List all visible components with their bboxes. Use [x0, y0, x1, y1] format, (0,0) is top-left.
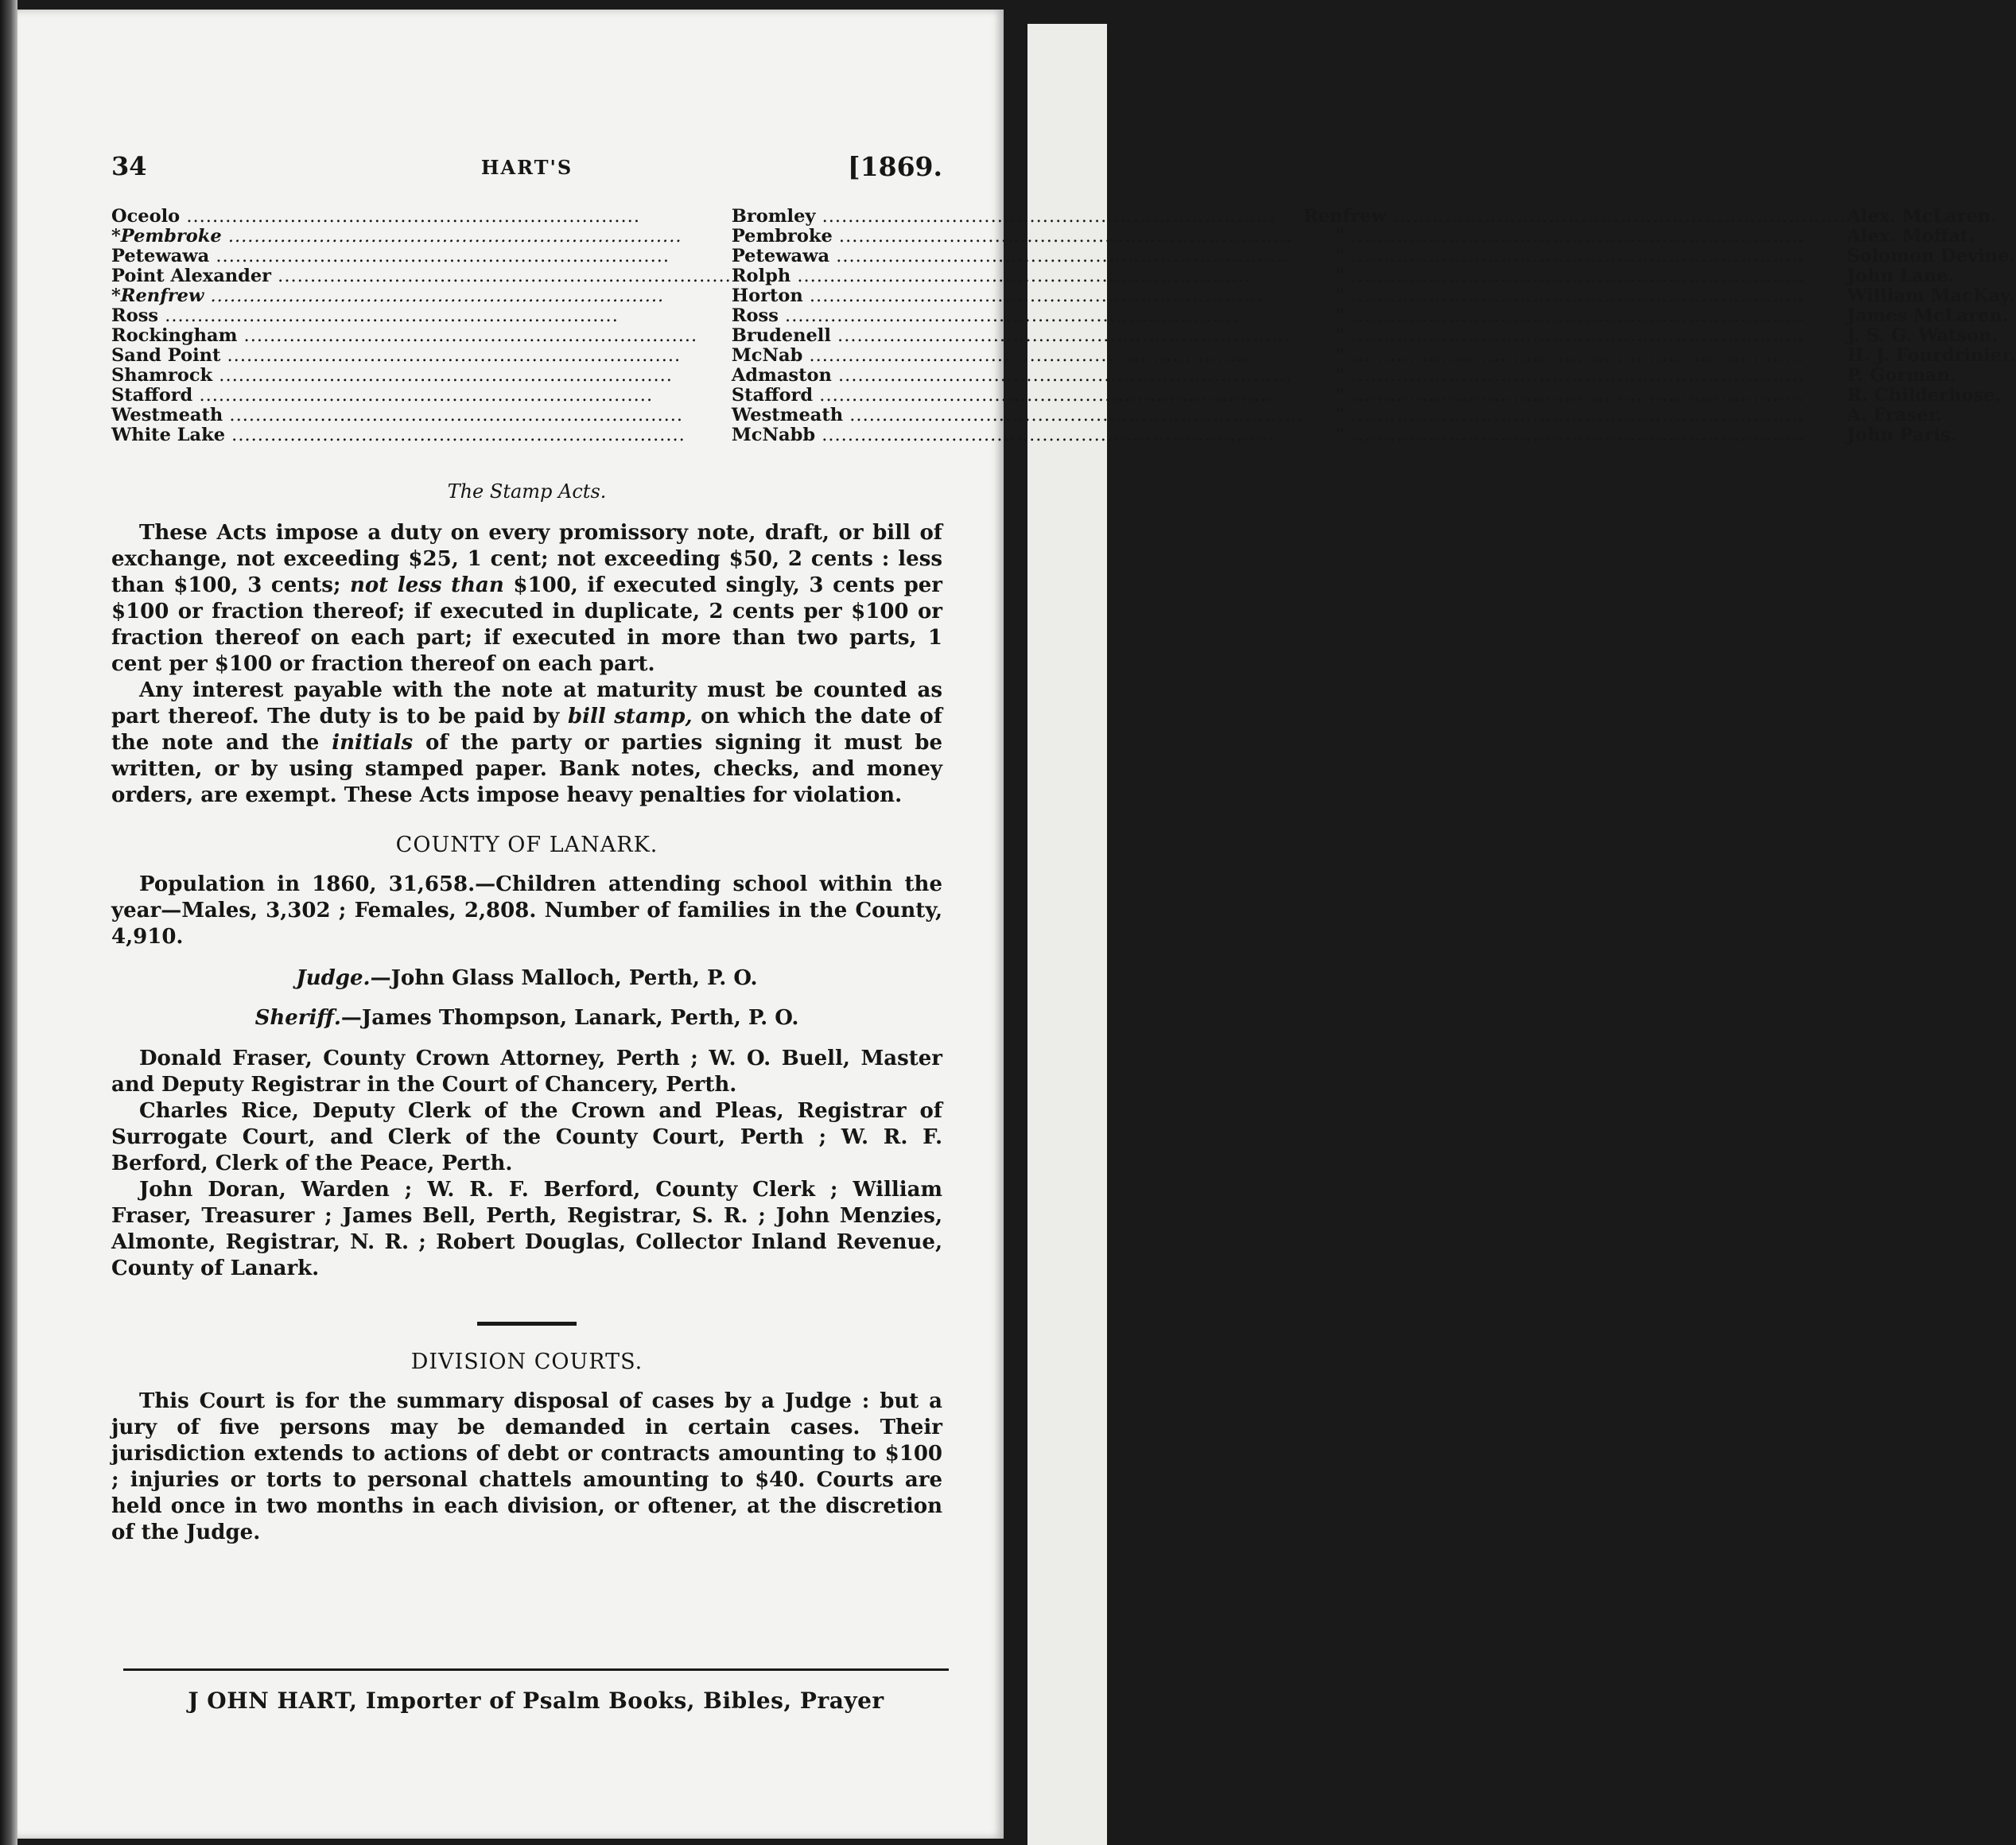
officer-row	[111, 247, 2016, 266]
locality-name: Petewawa .....	[111, 247, 732, 266]
locality-name: White Lake .....	[111, 425, 732, 445]
county-name: " .....	[1303, 266, 1847, 286]
officer-name: James McLaren.	[1847, 305, 2009, 326]
township-name: Bromley .....	[732, 207, 1303, 227]
township-name: Westmeath .....	[732, 406, 1303, 425]
township-name: Admaston .....	[732, 366, 1303, 386]
locality-name: Sand Point .....	[111, 346, 732, 366]
section-divider	[477, 1322, 577, 1326]
page-content	[111, 151, 2016, 1546]
county-name: Renfrew .....	[1303, 207, 1847, 227]
locality-name: Stafford .....	[111, 386, 732, 406]
township-name: Brudenell .....	[732, 326, 1303, 346]
locality-name: *Renfrew .....	[111, 286, 732, 306]
officer-row	[111, 266, 2016, 286]
footer-advert: J OHN HART, Importer of Psalm Books, Bibles, Prayer	[188, 1688, 884, 1714]
officer-name: P. Gorman.	[1847, 365, 1956, 386]
lanark-population: Population in 1860, 31,658.—Children attending school within the year—Males, 3,302 ; Females, 2,808. Number of families in the County, 4,910.	[111, 872, 942, 949]
locality-name: Point Alexander .....	[111, 266, 732, 286]
lanark-title: COUNTY OF LANARK.	[395, 833, 658, 857]
officer-name: Alex. McLaren.	[1847, 206, 1998, 227]
page-header	[111, 151, 942, 192]
locality-name: Oceolo .....	[111, 207, 732, 227]
officer-name: John Paris.	[1847, 425, 1957, 445]
officer-row	[111, 386, 2016, 406]
locality-name: *Pembroke .....	[111, 227, 732, 247]
county-name: " .....	[1303, 425, 1847, 445]
officer-row	[111, 346, 2016, 366]
officer-row	[111, 406, 2016, 425]
township-name: Horton .....	[732, 286, 1303, 306]
officer-row	[111, 286, 2016, 306]
officer-row	[111, 425, 2016, 445]
county-name: " .....	[1303, 406, 1847, 425]
locality-name: Rockingham .....	[111, 326, 732, 346]
officers-table	[111, 207, 2016, 445]
division-courts-text: This Court is for the summary disposal of cases by a Judge : but a jury of five persons may be demanded in certain cases. Their jurisdiction extends to actions of debt or contracts amounting to $100 ; injuries or torts to personal chattels amounting to $40. Courts are held once in two months in each division, or oftener, at the discretion of the Judge.	[111, 1389, 942, 1544]
lanark-paragraph-2: Charles Rice, Deputy Clerk of the Crown and Pleas, Registrar of Surrogate Court, and Clerk of the County Court, Perth ; W. R. F. Berford, Clerk of the Peace, Perth.	[111, 1099, 942, 1175]
judge-line: Judge.—John Glass Malloch, Perth, P. O.	[296, 966, 758, 990]
county-name: " .....	[1303, 326, 1847, 346]
township-name: McNab .....	[732, 346, 1303, 366]
township-name: Rolph .....	[732, 266, 1303, 286]
locality-name: Shamrock .....	[111, 366, 732, 386]
officer-row	[111, 306, 2016, 326]
township-name: Petewawa .....	[732, 247, 1303, 266]
page-number: 34	[111, 151, 147, 181]
officer-name: Alex. Moffat.	[1847, 226, 1975, 247]
division-courts-title: DIVISION COURTS.	[410, 1350, 643, 1374]
county-name: " .....	[1303, 366, 1847, 386]
year-label: [1869.	[848, 151, 942, 182]
officer-row	[111, 366, 2016, 386]
stamp-acts-paragraph-2: Any interest payable with the note at maturity must be counted as part thereof. The duty is to be paid by bill stamp, on which the date of the note and the initials of the party or parties signing it must be written, or by using stamped paper. Bank notes, checks, and money orders, are exempt. These Acts impose heavy penalties for violation.	[111, 678, 942, 807]
township-name: Ross .....	[732, 306, 1303, 326]
lanark-paragraph-3: John Doran, Warden ; W. R. F. Berford, County Clerk ; William Fraser, Treasurer ; James Bell, Perth, Registrar, S. R. ; John Menzies, Almonte, Registrar, N. R. ; Robert Douglas, Collector Inland Revenue, County of Lanark.	[111, 1178, 942, 1280]
officer-name: A. Fraser.	[1847, 405, 1943, 425]
officer-name: William MacKay.	[1847, 285, 2015, 306]
running-title: HART'S	[480, 156, 573, 179]
stamp-acts-paragraph-1: These Acts impose a duty on every promissory note, draft, or bill of exchange, not exceeding $25, 1 cent; not exceeding $50, 2 cents : less than $100, 3 cents; not less than $100, if executed singly, 3 cents per $100 or fraction thereof; if executed in duplicate, 2 cents per $100 or fraction thereof on each part; if executed in more than two parts, 1 cent per $100 or fraction thereof on each part.	[111, 521, 942, 676]
officer-row	[111, 207, 2016, 227]
stamp-acts-title: The Stamp Acts.	[447, 480, 607, 503]
officer-name: J. S. G. Watson.	[1847, 325, 1999, 346]
officer-name: Solomon Devine.	[1847, 246, 2016, 266]
officer-name: H. J. Fourdrinier.	[1847, 345, 2016, 366]
lanark-paragraph-1: Donald Fraser, County Crown Attorney, Perth ; W. O. Buell, Master and Deputy Registrar in the Court of Chancery, Perth.	[111, 1047, 942, 1097]
sheriff-line: Sheriff.—James Thompson, Lanark, Perth, P. O.	[254, 1006, 799, 1030]
binding-edge	[0, 0, 17, 1845]
county-name: " .....	[1303, 306, 1847, 326]
county-name: " .....	[1303, 386, 1847, 406]
locality-name: Westmeath .....	[111, 406, 732, 425]
officer-name: R. Childerhose.	[1847, 385, 2002, 406]
county-name: " .....	[1303, 346, 1847, 366]
township-name: McNabb .....	[732, 425, 1303, 445]
township-name: Stafford .....	[732, 386, 1303, 406]
officer-name: John Lane.	[1847, 266, 1955, 286]
officer-row	[111, 326, 2016, 346]
county-name: " .....	[1303, 227, 1847, 247]
locality-name: Ross .....	[111, 306, 732, 326]
county-name: " .....	[1303, 286, 1847, 306]
footer-rule	[123, 1668, 949, 1671]
county-name: " .....	[1303, 247, 1847, 266]
township-name: Pembroke .....	[732, 227, 1303, 247]
officer-row	[111, 227, 2016, 247]
